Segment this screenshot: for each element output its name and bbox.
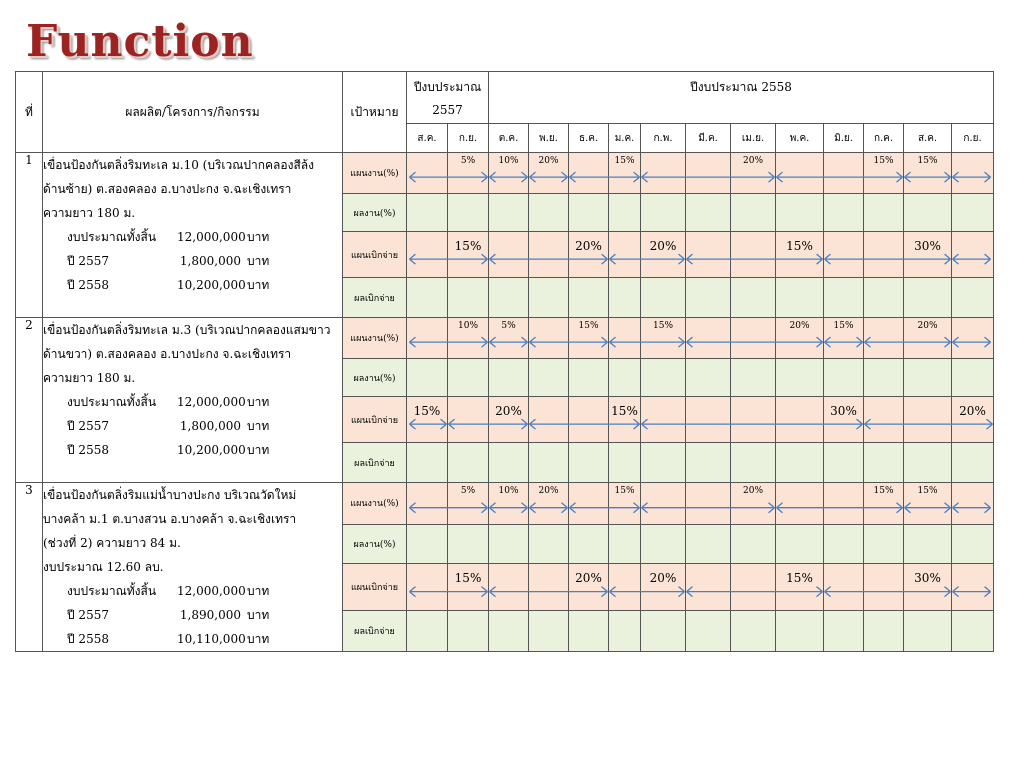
month-cell xyxy=(686,397,731,443)
percent-label: 15% xyxy=(873,486,894,496)
month-cell xyxy=(904,611,952,652)
month-header: ส.ค. xyxy=(407,124,448,153)
month-cell xyxy=(569,318,609,359)
percent-label: 15% xyxy=(614,156,635,166)
month-cell xyxy=(489,397,529,443)
percent-label: 20% xyxy=(495,404,522,418)
month-cell xyxy=(609,278,641,318)
month-cell xyxy=(529,359,569,397)
percent-label: 15% xyxy=(917,156,938,166)
percent-label: 15% xyxy=(873,156,894,166)
month-cell xyxy=(489,153,529,194)
percent-label: 15% xyxy=(917,486,938,496)
month-cell xyxy=(686,359,731,397)
month-cell xyxy=(641,563,686,610)
row-type-label: ผลเบิกจ่าย xyxy=(343,278,407,318)
percent-label: 30% xyxy=(914,239,941,253)
month-cell xyxy=(776,153,824,194)
month-cell xyxy=(731,483,776,525)
month-cell xyxy=(407,611,448,652)
month-cell xyxy=(731,194,776,232)
month-cell xyxy=(641,232,686,278)
percent-label: 5% xyxy=(460,486,476,496)
month-cell xyxy=(952,397,994,443)
month-cell xyxy=(407,359,448,397)
project-line: งบประมาณ 12.60 ลบ. xyxy=(43,560,164,574)
month-cell xyxy=(489,483,529,525)
month-cell xyxy=(407,194,448,232)
project-number: 2 xyxy=(16,318,43,483)
budget-unit: บาท xyxy=(247,632,270,646)
percent-label: 15% xyxy=(786,570,813,585)
percent-label: 15% xyxy=(786,239,813,253)
budget-unit: บาท xyxy=(247,278,270,292)
row-type-label: แผนเบิกจ่าย xyxy=(343,563,407,610)
month-cell xyxy=(489,194,529,232)
month-cell xyxy=(776,611,824,652)
month-cell xyxy=(864,483,904,525)
month-cell xyxy=(569,563,609,610)
month-cell xyxy=(864,524,904,563)
budget-line xyxy=(43,273,342,297)
month-cell xyxy=(864,563,904,610)
budget-amount: 1,890,000 xyxy=(179,608,241,622)
header-no: ที่ xyxy=(16,72,43,153)
month-cell xyxy=(489,318,529,359)
percent-label: 30% xyxy=(830,404,857,418)
month-cell xyxy=(407,232,448,278)
month-cell xyxy=(776,194,824,232)
budget-label: งบประมาณทั้งสิ้น xyxy=(67,584,157,598)
header-fy2558: ปีงบประมาณ 2558 xyxy=(489,72,994,124)
budget-line xyxy=(43,414,342,438)
month-cell xyxy=(864,153,904,194)
percent-label: 10% xyxy=(458,321,479,331)
month-cell xyxy=(904,359,952,397)
budget-amount: 10,110,000 xyxy=(177,632,246,646)
month-cell xyxy=(952,359,994,397)
month-cell xyxy=(529,563,569,610)
month-header: ก.พ. xyxy=(641,124,686,153)
budget-line xyxy=(43,225,342,249)
row-type-label: แผนงาน(%) xyxy=(343,483,407,525)
month-cell xyxy=(448,194,489,232)
month-cell xyxy=(569,397,609,443)
budget-amount: 1,800,000 xyxy=(179,254,241,268)
row-type-label: ผลงาน(%) xyxy=(343,359,407,397)
month-cell xyxy=(731,232,776,278)
percent-label: 15% xyxy=(454,239,482,253)
month-cell xyxy=(824,443,864,483)
month-cell xyxy=(609,194,641,232)
header-fy2557-line2: 2557 xyxy=(432,103,463,117)
budget-amount: 12,000,000 xyxy=(177,584,246,598)
row-type-label: ผลงาน(%) xyxy=(343,524,407,563)
month-cell xyxy=(569,359,609,397)
budget-label: ปี 2558 xyxy=(67,632,109,646)
budget-line xyxy=(43,627,342,651)
month-cell xyxy=(904,397,952,443)
month-cell xyxy=(641,524,686,563)
month-cell xyxy=(776,232,824,278)
project-number: 1 xyxy=(16,153,43,318)
percent-label: 30% xyxy=(914,570,941,585)
month-cell xyxy=(407,563,448,610)
month-cell xyxy=(686,611,731,652)
month-cell xyxy=(641,318,686,359)
month-cell xyxy=(824,611,864,652)
month-cell xyxy=(952,318,994,359)
budget-amount: 10,200,000 xyxy=(177,278,246,292)
month-cell xyxy=(489,232,529,278)
month-cell xyxy=(641,194,686,232)
month-cell xyxy=(776,397,824,443)
month-cell xyxy=(448,483,489,525)
month-cell xyxy=(686,153,731,194)
percent-label: 20% xyxy=(959,404,986,418)
month-cell xyxy=(448,563,489,610)
row-type-label: แผนงาน(%) xyxy=(343,318,407,359)
month-cell xyxy=(407,397,448,443)
month-cell xyxy=(864,359,904,397)
project-line: บางคล้า ม.1 ต.บางสวน อ.บางคล้า จ.ฉะเชิงเทรา xyxy=(43,512,297,526)
month-cell xyxy=(407,524,448,563)
month-cell xyxy=(731,318,776,359)
month-cell xyxy=(731,278,776,318)
row-type-label: แผนเบิกจ่าย xyxy=(343,397,407,443)
percent-label: 10% xyxy=(498,156,519,166)
month-cell xyxy=(731,524,776,563)
month-cell xyxy=(609,359,641,397)
month-cell xyxy=(448,153,489,194)
percent-label: 20% xyxy=(538,486,559,496)
month-cell xyxy=(609,524,641,563)
percent-label: 20% xyxy=(917,321,938,331)
month-cell xyxy=(489,359,529,397)
project-description xyxy=(43,153,343,318)
row-type-label: ผลเบิกจ่าย xyxy=(343,443,407,483)
percent-label: 20% xyxy=(743,156,764,166)
month-cell xyxy=(407,443,448,483)
month-header: มี.ค. xyxy=(686,124,731,153)
month-cell xyxy=(776,524,824,563)
month-cell xyxy=(864,443,904,483)
month-cell xyxy=(904,318,952,359)
month-cell xyxy=(448,443,489,483)
month-cell xyxy=(731,359,776,397)
month-cell xyxy=(407,153,448,194)
budget-label: ปี 2558 xyxy=(67,278,109,292)
percent-label: 20% xyxy=(789,321,810,331)
month-cell xyxy=(952,611,994,652)
month-cell xyxy=(641,359,686,397)
month-cell xyxy=(641,397,686,443)
month-cell xyxy=(731,443,776,483)
month-cell xyxy=(529,232,569,278)
month-header: ส.ค. xyxy=(904,124,952,153)
project-line: (ช่วงที่ 2) ความยาว 84 ม. xyxy=(43,536,181,550)
budget-label: ปี 2558 xyxy=(67,443,109,457)
month-cell xyxy=(407,278,448,318)
month-cell xyxy=(731,563,776,610)
month-cell xyxy=(407,318,448,359)
month-cell xyxy=(952,278,994,318)
budget-line xyxy=(43,579,342,603)
budget-unit: บาท xyxy=(247,443,270,457)
month-header: ก.ค. xyxy=(864,124,904,153)
project-line: ด้านขวา) ต.สองคลอง อ.บางปะกง จ.ฉะเชิงเทรา xyxy=(43,347,292,361)
percent-label: 15% xyxy=(653,321,674,331)
month-cell xyxy=(529,397,569,443)
percent-label: 15% xyxy=(454,570,482,585)
budget-unit: บาท xyxy=(247,230,270,244)
percent-label: 20% xyxy=(649,239,677,253)
month-cell xyxy=(569,611,609,652)
month-cell xyxy=(952,194,994,232)
month-cell xyxy=(824,318,864,359)
month-cell xyxy=(864,318,904,359)
month-header: ม.ค. xyxy=(609,124,641,153)
project-line: เขื่อนป้องกันตลิ่งริมแม่น้ำบางปะกง บริเวณวัดใหม่ xyxy=(43,488,297,502)
month-cell xyxy=(529,611,569,652)
month-cell xyxy=(641,611,686,652)
month-cell xyxy=(864,194,904,232)
budget-label: ปี 2557 xyxy=(67,608,109,622)
month-cell xyxy=(731,611,776,652)
month-cell xyxy=(569,278,609,318)
month-cell xyxy=(569,194,609,232)
month-cell xyxy=(731,153,776,194)
budget-line xyxy=(43,438,342,462)
percent-label: 15% xyxy=(611,404,638,418)
month-cell xyxy=(569,153,609,194)
budget-amount: 12,000,000 xyxy=(177,395,246,409)
month-cell xyxy=(952,563,994,610)
header-product: ผลผลิต/โครงการ/กิจกรรม xyxy=(43,72,343,153)
percent-label: 20% xyxy=(575,239,602,253)
month-cell xyxy=(448,359,489,397)
percent-label: 5% xyxy=(501,321,516,331)
month-cell xyxy=(864,611,904,652)
budget-line xyxy=(43,390,342,414)
month-cell xyxy=(448,397,489,443)
month-cell xyxy=(569,232,609,278)
month-cell xyxy=(824,359,864,397)
month-cell xyxy=(529,278,569,318)
month-cell xyxy=(686,443,731,483)
budget-unit: บาท xyxy=(247,584,270,598)
month-header: ก.ย. xyxy=(952,124,994,153)
row-type-label: แผนงาน(%) xyxy=(343,153,407,194)
month-cell xyxy=(864,397,904,443)
month-cell xyxy=(569,443,609,483)
month-cell xyxy=(686,232,731,278)
month-cell xyxy=(952,153,994,194)
month-cell xyxy=(529,318,569,359)
month-cell xyxy=(569,483,609,525)
month-cell xyxy=(824,278,864,318)
month-cell xyxy=(904,194,952,232)
month-cell xyxy=(489,443,529,483)
percent-label: 15% xyxy=(833,321,854,331)
month-cell xyxy=(824,232,864,278)
month-cell xyxy=(864,232,904,278)
month-cell xyxy=(904,278,952,318)
schedule-table xyxy=(15,71,994,652)
month-cell xyxy=(904,232,952,278)
month-cell xyxy=(489,524,529,563)
budget-unit: บาท xyxy=(247,395,270,409)
row-type-label: ผลงาน(%) xyxy=(343,194,407,232)
budget-label: ปี 2557 xyxy=(67,419,109,433)
month-cell xyxy=(686,563,731,610)
month-cell xyxy=(686,194,731,232)
month-cell xyxy=(529,194,569,232)
month-cell xyxy=(686,483,731,525)
month-cell xyxy=(864,278,904,318)
month-cell xyxy=(641,483,686,525)
month-cell xyxy=(776,563,824,610)
month-cell xyxy=(641,278,686,318)
month-cell xyxy=(609,483,641,525)
month-cell xyxy=(952,524,994,563)
month-header: ก.ย. xyxy=(448,124,489,153)
month-header: ต.ค. xyxy=(489,124,529,153)
percent-label: 20% xyxy=(743,486,764,496)
month-cell xyxy=(448,524,489,563)
month-header: ธ.ค. xyxy=(569,124,609,153)
month-cell xyxy=(489,611,529,652)
month-header: พ.ย. xyxy=(529,124,569,153)
month-cell xyxy=(776,359,824,397)
month-cell xyxy=(686,318,731,359)
percent-label: 15% xyxy=(413,404,441,418)
month-cell xyxy=(904,483,952,525)
month-cell xyxy=(489,278,529,318)
month-cell xyxy=(904,524,952,563)
month-cell xyxy=(904,153,952,194)
percent-label: 20% xyxy=(575,570,602,585)
month-cell xyxy=(407,483,448,525)
month-cell xyxy=(641,443,686,483)
header-fy2557-line1: ปีงบประมาณ xyxy=(413,80,482,94)
month-cell xyxy=(448,232,489,278)
month-cell xyxy=(952,483,994,525)
project-line: ความยาว 180 ม. xyxy=(43,371,136,385)
month-cell xyxy=(952,443,994,483)
budget-line xyxy=(43,249,342,273)
budget-unit: บาท xyxy=(247,419,270,433)
month-cell xyxy=(824,483,864,525)
percent-label: 5% xyxy=(460,156,476,166)
month-cell xyxy=(448,318,489,359)
budget-amount: 10,200,000 xyxy=(177,443,246,457)
project-line: เขื่อนป้องกันตลิ่งริมทะเล ม.3 (บริเวณปากคลองแสมขาว xyxy=(43,323,331,337)
month-header: เม.ย. xyxy=(731,124,776,153)
month-cell xyxy=(609,563,641,610)
month-cell xyxy=(904,563,952,610)
project-line: ด้านซ้าย) ต.สองคลอง อ.บางปะกง จ.ฉะเชิงเทรา xyxy=(43,182,292,196)
row-type-label: แผนเบิกจ่าย xyxy=(343,232,407,278)
month-cell xyxy=(529,483,569,525)
project-number: 3 xyxy=(16,483,43,652)
budget-unit: บาท xyxy=(247,608,270,622)
month-cell xyxy=(776,278,824,318)
budget-line xyxy=(43,603,342,627)
percent-label: 20% xyxy=(649,570,677,585)
project-description xyxy=(43,318,343,483)
month-cell xyxy=(529,443,569,483)
month-cell xyxy=(609,443,641,483)
month-cell xyxy=(489,563,529,610)
month-cell xyxy=(686,524,731,563)
percent-label: 15% xyxy=(578,321,599,331)
month-cell xyxy=(824,563,864,610)
month-cell xyxy=(731,397,776,443)
month-cell xyxy=(824,153,864,194)
percent-label: 20% xyxy=(538,156,559,166)
budget-label: งบประมาณทั้งสิ้น xyxy=(67,395,157,409)
month-cell xyxy=(952,232,994,278)
month-cell xyxy=(609,318,641,359)
month-cell xyxy=(824,194,864,232)
month-cell xyxy=(686,278,731,318)
month-cell xyxy=(609,232,641,278)
project-description xyxy=(43,483,343,652)
percent-label: 10% xyxy=(498,486,519,496)
month-cell xyxy=(776,318,824,359)
project-line: เขื่อนป้องกันตลิ่งริมทะเล ม.10 (บริเวณปากคลองสีล้ง xyxy=(43,158,314,172)
month-cell xyxy=(641,153,686,194)
month-cell xyxy=(448,278,489,318)
month-cell xyxy=(609,153,641,194)
budget-amount: 1,800,000 xyxy=(179,419,241,433)
month-cell xyxy=(776,483,824,525)
month-cell xyxy=(824,524,864,563)
header-target: เป้าหมาย xyxy=(343,72,407,153)
month-cell xyxy=(776,443,824,483)
header-fy2557 xyxy=(407,72,489,124)
percent-label: 15% xyxy=(614,486,635,496)
month-header: มิ.ย. xyxy=(824,124,864,153)
month-cell xyxy=(609,611,641,652)
month-cell xyxy=(569,524,609,563)
month-cell xyxy=(824,397,864,443)
month-header: พ.ค. xyxy=(776,124,824,153)
budget-unit: บาท xyxy=(247,254,270,268)
month-cell xyxy=(609,397,641,443)
budget-amount: 12,000,000 xyxy=(177,230,246,244)
month-cell xyxy=(448,611,489,652)
month-cell xyxy=(529,524,569,563)
budget-label: ปี 2557 xyxy=(67,254,109,268)
month-cell xyxy=(529,153,569,194)
month-cell xyxy=(904,443,952,483)
row-type-label: ผลเบิกจ่าย xyxy=(343,611,407,652)
page-title: Function xyxy=(26,16,254,67)
project-line: ความยาว 180 ม. xyxy=(43,206,136,220)
budget-label: งบประมาณทั้งสิ้น xyxy=(67,230,157,244)
